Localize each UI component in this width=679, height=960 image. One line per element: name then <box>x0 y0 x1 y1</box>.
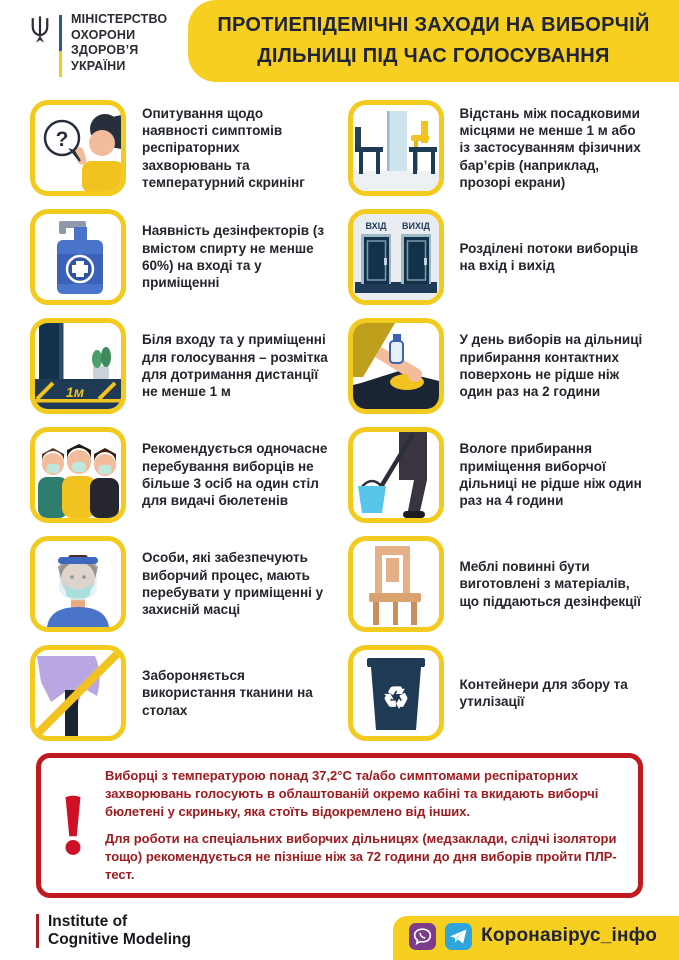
trident-icon <box>30 15 50 45</box>
measure-text: Розділені потоки виборців на вхід і вихід <box>459 240 639 273</box>
measure-item <box>30 209 332 305</box>
surface-cleaning-icon <box>348 318 444 414</box>
measure-text: Наявність дезінфекторів (з вмістом спирту не менше 60%) на вході та у приміщенні <box>142 223 325 291</box>
measures-grid <box>0 88 679 741</box>
institute-credit <box>36 913 191 949</box>
svg-text:?: ? <box>55 128 69 151</box>
channel-badge[interactable] <box>393 916 679 960</box>
svg-text:1м: 1м <box>65 384 85 400</box>
furniture-icon <box>348 536 444 632</box>
ministry-name-line: УКРАЇНИ <box>71 58 126 73</box>
measure-item <box>348 536 650 632</box>
measure-text: Забороняється використання тканини на столах <box>142 668 313 718</box>
measure-text: Меблі повинні бути виготовлені з матеріалів, що піддаються дезінфекції <box>459 559 641 609</box>
measure-item <box>348 100 650 196</box>
measure-item <box>30 100 332 196</box>
measure-item <box>348 427 650 523</box>
telegram-icon <box>445 923 472 950</box>
title-banner <box>188 0 679 82</box>
ministry-name-line: ОХОРОНИ <box>71 27 136 42</box>
header <box>0 0 679 88</box>
distance-marking-icon <box>30 318 126 414</box>
ministry-name <box>71 12 167 75</box>
measure-text: Опитування щодо наявності симптомів респіраторних захворювань та температурний скринінг <box>142 105 305 190</box>
measure-item <box>30 645 332 741</box>
no-tablecloth-icon <box>30 645 126 741</box>
svg-text:ВИХІД: ВИХІД <box>401 221 430 231</box>
institute-line: Cognitive Modeling <box>48 931 191 948</box>
ministry-name-line: МІНІСТЕРСТВО <box>71 12 168 26</box>
footer <box>0 902 679 960</box>
viber-icon <box>409 923 436 950</box>
measure-text: Біля входу та у приміщенні для голосування – розмітка для дотримання дистанції не менше 1 м <box>142 332 328 400</box>
symptom-survey-icon <box>30 100 126 196</box>
voters-limit-icon <box>30 427 126 523</box>
measure-item <box>348 318 650 414</box>
measure-text: Рекомендується одночасне перебування виборців не більше 3 осіб на один стіл для видачі бюлетенів <box>142 441 328 509</box>
measure-text: Контейнери для збору та утилізації <box>459 676 628 709</box>
institute-line: Institute of <box>48 913 128 931</box>
warning-paragraph: Для роботи на спеціальних виборчих дільницях (медзаклади, слідчі ізолятори тощо) рекомендується не пізніше ніж за 72 години до дня виборів пройти ПЛР-тест. <box>105 830 617 882</box>
institute-divider <box>36 914 39 948</box>
channel-label: Коронавірус_інфо <box>481 925 657 946</box>
recycle-icon: ♻ <box>382 682 409 715</box>
sanitizer-icon <box>30 209 126 305</box>
warning-paragraph: Виборці з температурою понад 37,2°C та/або симптомами респіраторних захворювань голосують в облаштованій окремо кабіні та вкидають виборчі бюлетені у скриньку, яка стоїть відокремлено від інших. <box>105 768 599 820</box>
measure-item <box>348 209 650 305</box>
warning-box <box>36 753 643 898</box>
logo-divider <box>59 15 62 77</box>
protective-mask-icon <box>30 536 126 632</box>
measure-text: Відстань між посадковими місцями не менше 1 м або із застосуванням фізичних бар’єрів (наприклад, прозорі екрани) <box>459 105 641 190</box>
measure-text: Особи, які забезпечують виборчий процес, мають перебувати у приміщенні у захисній масці <box>142 550 324 618</box>
ministry-name-line: ЗДОРОВ’Я <box>71 43 139 58</box>
measure-item <box>30 427 332 523</box>
title-line-1: ПРОТИЕПІДЕМІЧНІ ЗАХОДИ НА ВИБОРЧІЙ <box>217 14 650 36</box>
measure-item <box>348 645 650 741</box>
measure-text: У день виборів на дільниці прибирання контактних поверхонь не рідше ніж один раз на 2 години <box>459 332 643 400</box>
measure-text: Вологе прибирання приміщення виборчої дільниці не рідше ніж один раз на 4 години <box>459 441 642 509</box>
exclamation-icon <box>59 795 87 857</box>
measure-item <box>30 536 332 632</box>
measure-item <box>30 318 332 414</box>
separate-doors-icon <box>348 209 444 305</box>
wet-cleaning-icon <box>348 427 444 523</box>
ministry-logo <box>30 12 167 77</box>
waste-container-icon <box>348 645 444 741</box>
physical-barrier-icon <box>348 100 444 196</box>
svg-text:ВХІД: ВХІД <box>364 221 387 231</box>
institute-name <box>48 913 191 949</box>
title-line-2: ДІЛЬНИЦІ ПІД ЧАС ГОЛОСУВАННЯ <box>257 45 610 67</box>
